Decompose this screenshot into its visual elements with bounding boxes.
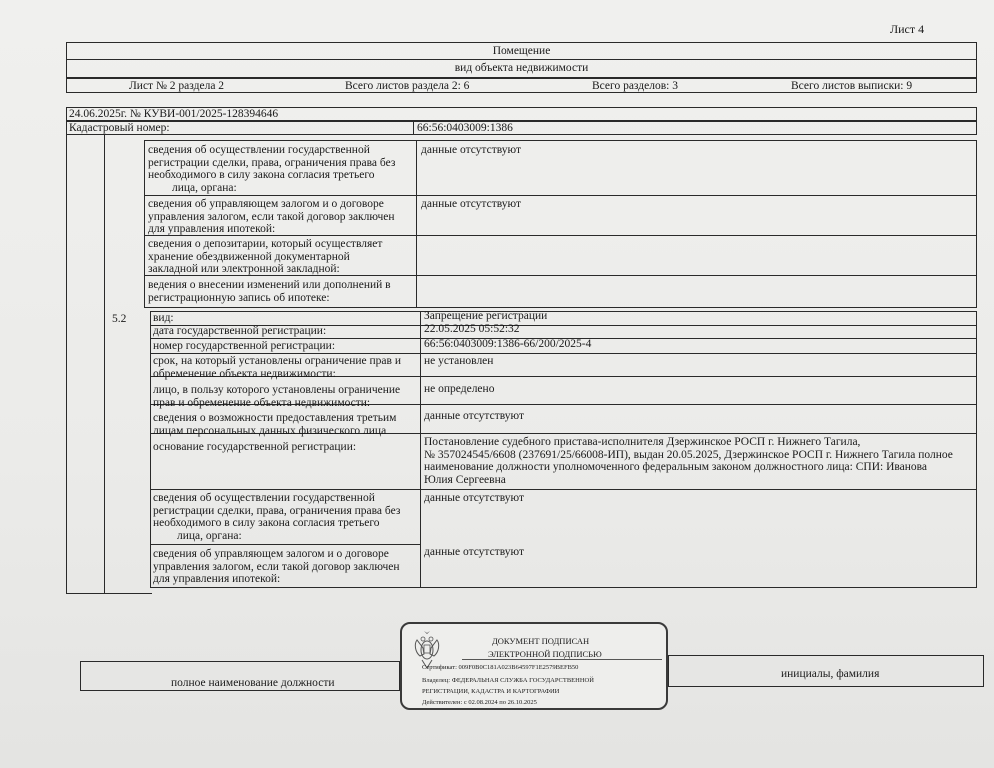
stamp-certificate: Сертификат: 009F0B0C181A023B64597F1E2579BEFB50 bbox=[422, 664, 579, 671]
block1-row4-label: ведения о внесении изменений или дополнений в регистрационную запись об ипотеке: bbox=[148, 279, 391, 304]
total-sheets-section: Всего листов раздела 2: 6 bbox=[345, 80, 470, 92]
block1-row1-value: данные отсутствуют bbox=[421, 144, 521, 156]
signature-position-box bbox=[80, 661, 400, 691]
block2-manager-value: данные отсутствуют bbox=[424, 546, 524, 558]
block1-row1-label: сведения об осуществлении государственной регистрации сделки, права, ограничения права без необходимого в силу закона согласия третьего лица, органа: bbox=[148, 144, 396, 194]
initials-label: инициалы, фамилия bbox=[781, 668, 880, 680]
cadastral-number: 66:56:0403009:1386 bbox=[417, 122, 513, 134]
reg-date-label: дата государственной регистрации: bbox=[153, 325, 327, 337]
table-left-border bbox=[66, 135, 67, 593]
term-label: срок, на который установлены ограничение прав и обременение объекта недвижимости: bbox=[153, 355, 401, 380]
block2-deal-label: сведения об осуществлении государственной регистрации сделки, права, ограничения права без необходимого в силу закона согласия третьего лица, органа: bbox=[153, 492, 401, 542]
sheet-number: Лист 4 bbox=[890, 22, 925, 36]
signature-initials-box bbox=[668, 655, 984, 687]
basis-value: Постановление судебного пристава-исполнителя Дзержинское РОСП г. Нижнего Тагила, № 357024545/6608 (237691/25/66008-ИП), выдан 20.05.2025, Дзержинское РОСП г. Нижнего Тагила полное наименование должности уполномоченного федеральным законом должностного лица: СПИ: Иванова Юлия Сергеевна bbox=[424, 436, 953, 486]
personal-data-label: сведения о возможности предоставления третьим лицам персональных данных физического лица bbox=[153, 412, 397, 437]
doc-ref: 24.06.2025г. № КУВИ-001/2025-128394646 bbox=[69, 108, 279, 120]
reg-number-label: номер государственной регистрации: bbox=[153, 340, 336, 352]
term-value: не установлен bbox=[424, 355, 494, 367]
cadastral-row bbox=[66, 121, 977, 135]
object-title: Помещение bbox=[492, 45, 551, 57]
stamp-owner-2: РЕГИСТРАЦИИ, КАДАСТРА И КАРТОГРАФИИ bbox=[422, 688, 560, 695]
object-type-box bbox=[66, 42, 977, 78]
reg-number-value: 66:56:0403009:1386-66/200/2025-4 bbox=[424, 338, 592, 350]
sheet-of-section: Лист № 2 раздела 2 bbox=[129, 80, 225, 92]
block2-deal-value: данные отсутствуют bbox=[424, 492, 524, 504]
block1-row2-value: данные отсутствуют bbox=[421, 198, 521, 210]
position-label: полное наименование должности bbox=[171, 677, 335, 689]
stamp-validity: Действителен: с 02.08.2024 по 26.10.2025 bbox=[422, 699, 537, 706]
reg-date-value: 22.05.2025 05:52:32 bbox=[424, 323, 520, 335]
beneficiary-label: лицо, в пользу которого установлены ограничение прав и обременение объекта недвижимости: bbox=[153, 384, 401, 409]
kind-label: вид: bbox=[153, 312, 174, 324]
block-1-table bbox=[144, 140, 977, 308]
block2-manager-label: сведения об управляющем залогом и о договоре управления залогом, если такой договор заключен для управления ипотекой: bbox=[153, 548, 400, 586]
block-2-table bbox=[150, 311, 977, 588]
object-subtitle: вид объекта недвижимости bbox=[454, 62, 589, 74]
total-sections: Всего разделов: 3 bbox=[592, 80, 678, 92]
block1-row3-label: сведения о депозитарии, который осуществляет хранение обездвиженной документарной закладной или электронной закладной: bbox=[148, 238, 383, 276]
sheet-info-row bbox=[66, 78, 977, 93]
block1-row2-label: сведения об управляющем залогом и о договоре управления залогом, если такой договор заключен для управления ипотекой: bbox=[148, 198, 395, 236]
table-number-col-border bbox=[104, 135, 105, 593]
total-sheets-extract: Всего листов выписки: 9 bbox=[791, 80, 913, 92]
basis-label: основание государственной регистрации: bbox=[153, 441, 357, 453]
electronic-signature-stamp bbox=[400, 622, 668, 710]
doc-ref-row bbox=[66, 107, 977, 121]
personal-data-value: данные отсутствуют bbox=[424, 410, 524, 422]
beneficiary-value: не определено bbox=[424, 383, 495, 395]
stamp-title-1: ДОКУМЕНТ ПОДПИСАН bbox=[492, 636, 590, 646]
stamp-title-2: ЭЛЕКТРОННОЙ ПОДПИСЬЮ bbox=[488, 649, 602, 659]
cadastral-label: Кадастровый номер: bbox=[69, 122, 170, 134]
kind-value: Запрещение регистрации bbox=[424, 310, 548, 322]
stamp-owner-1: Владелец: ФЕДЕРАЛЬНАЯ СЛУЖБА ГОСУДАРСТВЕННОЙ bbox=[422, 677, 594, 684]
record-number: 5.2 bbox=[112, 313, 127, 325]
